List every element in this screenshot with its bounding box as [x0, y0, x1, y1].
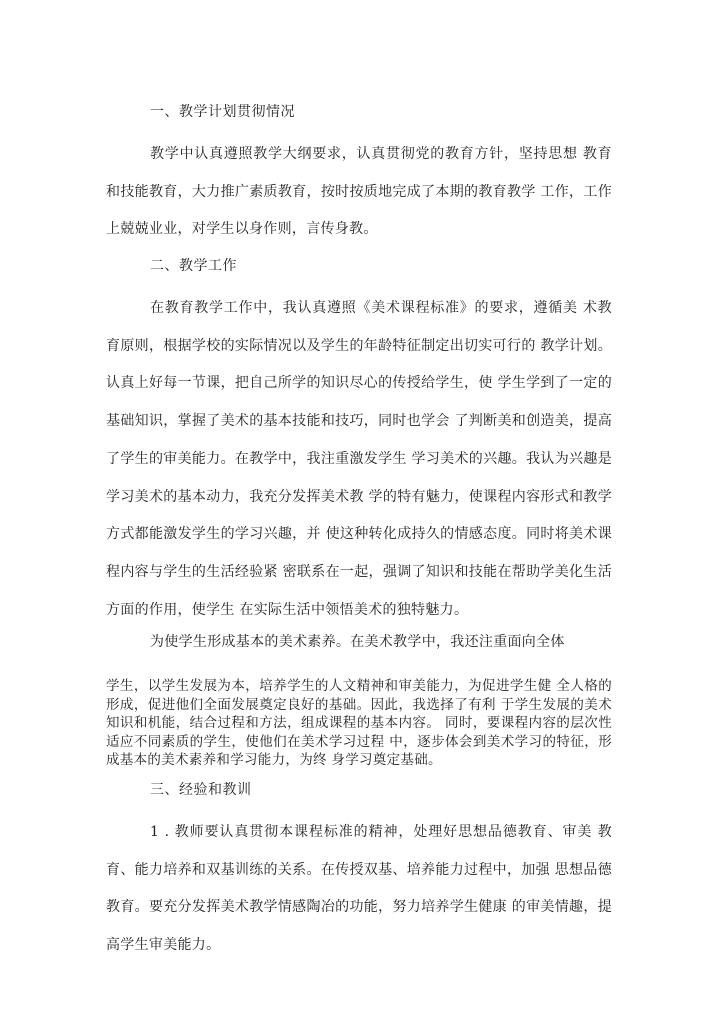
section1-heading: 一、教学计划贯彻情况	[150, 104, 295, 120]
section2-heading: 二、教学工作	[150, 258, 237, 274]
section2-paragraph1: 在教育教学工作中，我认真遵照《美术课程标准》的要求，遵循美 术教育原则，根据学校的实际情况以及学生的年龄特征制定出切实可行的 教学计划。认真上好每一节课，把自己所学的知识尽心的传授给学生，使 学生学到了一定的基础知识，掌握了美术的基本技能和技巧，同时也学会 了判断美和创造美，提高了学生的审美能力。在教学中，我注重激发学生 学习美术的兴趣。我认为兴趣是学习美术的基本动力，我充分发挥美术教 学的特有魅力，使课程内容形式和教学方式都能激发学生的学习兴趣，并 使这种转化成持久的情感态度。同时将美术课程内容与学生的生活经验紧 密联系在一起，强调了知识和技能在帮助学美化生活方面的作用，使学生 在实际生活中领悟美术的独特魅力。	[106, 300, 612, 618]
section3-paragraph: 1 . 教师要认真贯彻本课程标准的精神，处理好思想品德教育、审美 教育、能力培养和双基训练的关系。在传授双基、培养能力过程中，加强 思想品德教育。要充分发挥美术教学情感陶冶的功能，努力培养学生健康 的审美情趣，提高学生审美能力。	[106, 824, 612, 954]
section1-paragraph: 教学中认真遵照教学大纲要求，认真贯彻党的教育方针，坚持思想 教育和技能教育，大力推广素质教育，按时按质地完成了本期的教育教学 工作，工作上兢兢业业，对学生以身作则，言传身教。	[106, 146, 612, 238]
section3-heading: 三、经验和教训	[150, 782, 252, 798]
section2-paragraph2-first-line: 为使学生形成基本的美术素养。在美术教学中，我还注重面向全体	[150, 634, 565, 650]
section2-paragraph2-body: 学生，以学生发展为本，培养学生的人文精神和审美能力，为促进学生健 全人格的形成，促进他们全面发展奠定良好的基础。因此，我选择了有利 于学生发展的美术知识和机能，结合过程和方法，组成课程的基本内容。 同时，要课程内容的层次性适应不同素质的学生，使他们在美术学习过程 中，逐步体会到美术学习的特征，形成基本的美术素养和学习能力，为终 身学习奠定基础。	[106, 678, 612, 769]
